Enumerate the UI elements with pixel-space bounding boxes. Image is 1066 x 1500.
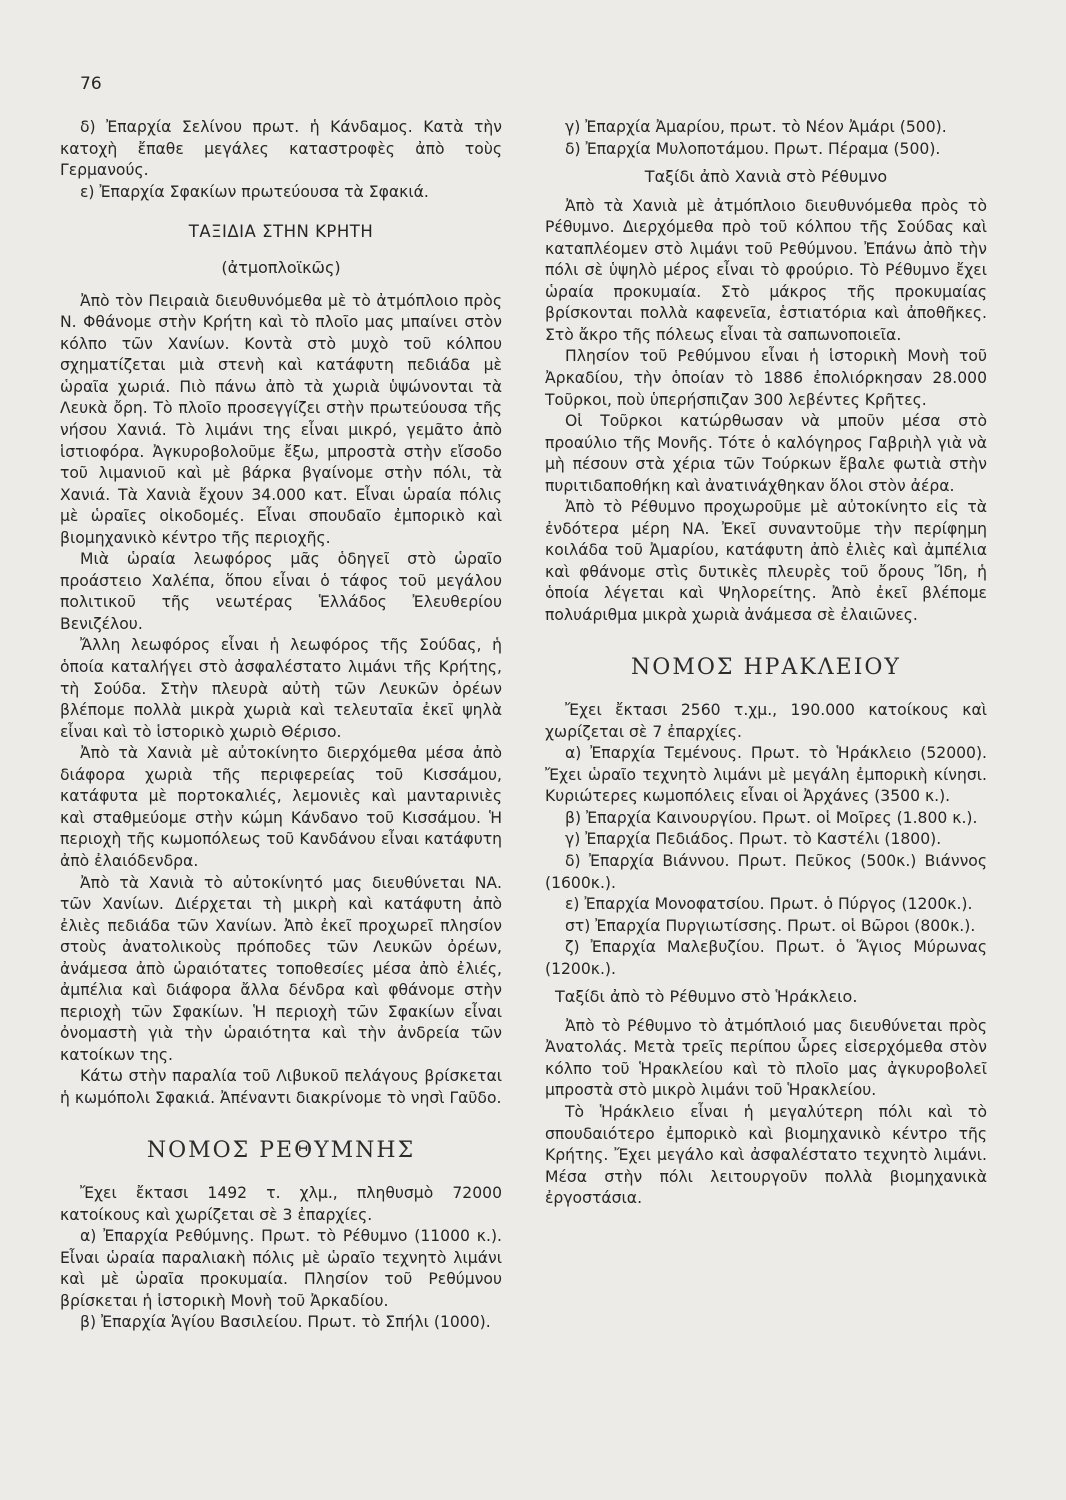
paragraph: δ) Ἐπαρχία Μυλοποτάμου. Πρωτ. Πέραμα (500). — [565, 139, 941, 158]
paragraph: Ἀπὸ τὸν Πειραιὰ διευθυνόμεθα μὲ τὸ ἀτμόπλοιο πρὸς Ν. Φθάνομε στὴν Κρήτη καὶ τὸ πλοῖο μας μπαίνει στὸν κόλπο τῶν Χανίων. Κοντὰ στὸ μυχὸ τοῦ κόλπου σχηματίζεται μιὰ στενὴ καὶ κατάφυτη πεδιάδα μὲ ὡραῖα χωριά. Πιὸ πάνω ἀπὸ τὰ χωριὰ ὑψώνονται τὰ Λευκὰ ὄρη. Τὸ πλοῖο προσεγγίζει στὴν πρωτεύουσα τῆς νήσου Χανιά. Τὸ λιμάνι της εἶναι μικρό, γεμᾶτο ἀπὸ ἱστιοφόρα. Ἀγκυροβολοῦμε ἔξω, μπροστὰ στὴν εἴσοδο τοῦ λιμανιοῦ καὶ μὲ βάρκα βγαίνομε στὴν πόλι, τὰ Χανιά. Τὰ Χανιὰ ἔχουν 34.000 κατ. Εἶναι ὡραία πόλις μὲ ὡραῖες οἰκοδομές. Εἶναι σπουδαῖο ἐμπορικὸ καὶ βιομηχανικὸ κέντρο τῆς περιοχῆς. — [60, 291, 502, 547]
paragraph: Τὸ Ἡράκλειο εἶναι ἡ μεγαλύτερη πόλι καὶ τὸ σπουδαιότερο ἐμπορικὸ καὶ βιομηχανικὸ κέντρο τῆς Κρήτης. Ἔχει μεγάλο καὶ ἀσφαλέστατο τεχνητὸ λιμάνι. Μέσα στὴν πόλι λειτουργοῦν πολλὰ βιομηχανικὰ ἐργοστάσια. — [545, 1102, 987, 1208]
paragraph: γ) Ἐπαρχία Ἀμαρίου, πρωτ. τὸ Νέον Ἀμάρι (500). — [565, 118, 947, 136]
paragraph: ζ) Ἐπαρχία Μαλεβυζίου. Πρωτ. ὁ Ἅγιος Μύρωνας (1200κ.). — [545, 938, 987, 978]
subheading: Ταξίδι ἀπὸ Χανιὰ στὸ Ρέθυμνο — [644, 167, 888, 187]
paragraph: Πλησίον τοῦ Ρεθύμνου εἶναι ἡ ἱστορικὴ Μονὴ τοῦ Ἀρκαδίου, τὴν ὁποίαν τὸ 1886 ἐπολιόρκησαν 28.000 Τοῦρκοι, ποὺ ὑπερήσπιζαν 300 λεβέντες Κρῆτες. — [545, 347, 987, 409]
paragraph: δ) Ἐπαρχία Σελίνου πρωτ. ἡ Κάνδαμος. Κατὰ τὴν κατοχὴ ἔπαθε μεγάλες καταστροφὲς ἀπὸ τοὺς Γερμανούς. — [60, 118, 502, 180]
paragraph: Ἀπὸ τὸ Ρέθυμνο προχωροῦμε μὲ αὐτοκίνητο εἰς τὰ ἐνδότερα μέρη ΝΑ. Ἐκεῖ συναντοῦμε τὴν περίφημη κοιλάδα τοῦ Ἀμαρίου, κατάφυτη ἀπὸ ἐλιὲς καὶ ἀμπέλια καὶ φθάνομε στὶς δυτικὲς πλευρὲς τοῦ ὄρους Ἴδη, ἡ ὁποία λέγεται καὶ Ψηλορείτης. Ἀπὸ ἐκεῖ βλέπομε πολυάριθμα μικρὰ χωριὰ ἀνάμεσα σὲ ἐλαιῶνες. — [545, 498, 987, 625]
paragraph: ε) Ἐπαρχία Σφακίων πρωτεύουσα τὰ Σφακιά. — [80, 182, 429, 201]
paragraph: Ἀπὸ τὰ Χανιὰ μὲ αὐτοκίνητο διερχόμεθα μέσα ἀπὸ διάφορα χωριὰ τῆς περιφερείας τοῦ Κισσάμου, κατάφυτα μὲ πορτοκαλιές, λεμονιὲς καὶ μανταρινιὲς καὶ σταθμεύομε στὴν κώμη Κάνδανο τοῦ Κισσάμου. Ἡ περιοχὴ τῆς κωμοπόλεως τοῦ Κανδάνου εἶναι κατάφυτη ἀπὸ ἐλαιόδενδρα. — [60, 744, 502, 870]
page-number: 76 — [80, 74, 102, 94]
paragraph: Μιὰ ὡραία λεωφόρος μᾶς ὁδηγεῖ στὸ ὡραῖο προάστειο Χαλέπα, ὅπου εἶναι ὁ τάφος τοῦ μεγάλου πολιτικοῦ τῆς νεωτέρας Ἑλλάδος Ἐλευθερίου Βενιζέλου. — [60, 550, 502, 633]
paragraph: Ἀπὸ τὰ Χανιὰ τὸ αὐτοκίνητό μας διευθύνεται ΝΑ. τῶν Χανίων. Διέρχεται τὴ μικρὴ καὶ κατάφυτη ἀπὸ ἐλιὲς πεδιάδα τῶν Χανίων. Ἀπὸ ἐκεῖ προχωρεῖ πλησίον στοὺς ἀνατολικοὺς πρόποδες τῶν Λευκῶν ὀρέων, ἀνάμεσα ἀπὸ ὡραιότατες τοποθεσίες μέσα ἀπὸ ἐλιές, ἀμπέλια καὶ διάφορα ἄλλα δένδρα καὶ φθάνομε στὴν περιοχὴ τῶν Σφακίων. Ἡ περιοχὴ τῶν Σφακίων εἶναι ὀνομαστὴ γιὰ τὴν ὡραιότητα καὶ τὴν ἀνδρεία τῶν κατοίκων της. — [60, 873, 502, 1064]
section-title-heraklion: ΝΟΜΟΣ ΗΡΑΚΛΕΙΟΥ — [631, 654, 901, 680]
paragraph: γ) Ἐπαρχία Πεδιάδος. Πρωτ. τὸ Καστέλι (1800). — [565, 830, 942, 849]
paragraph: Κάτω στὴν παραλία τοῦ Λιβυκοῦ πελάγους βρίσκεται ἡ κωμόπολι Σφακιά. Ἀπέναντι διακρίνομε τὸ νησὶ Γαῦδο. — [60, 1067, 502, 1107]
paragraph: Ἀπὸ τὸ Ρέθυμνο τὸ ἀτμόπλοιό μας διευθύνεται πρὸς Ἀνατολάς. Μετὰ τρεῖς περίπου ὧρες εἰσερχόμεθα στὸν κόλπο τοῦ Ἡρακλείου καὶ τὸ πλοῖο μας ἀγκυροβολεῖ μπροστὰ στὸ μικρὸ λιμάνι τοῦ Ἡρακλείου. — [545, 1016, 987, 1100]
paragraph: α) Ἐπαρχία Τεμένους. Πρωτ. τὸ Ἡράκλειο (52000). Ἔχει ὡραῖο τεχνητὸ λιμάνι μὲ μεγάλη ἐμπορικὴ κίνησι. Κυριώτερες κωμοπόλεις εἶναι οἱ Ἀρχάνες (3500 κ.). — [545, 744, 987, 806]
paragraph: Ἔχει ἔκτασι 2560 τ.χμ., 190.000 κατοίκους καὶ χωρίζεται σὲ 7 ἐπαρχίες. — [545, 701, 987, 741]
paragraph: Ἄλλη λεωφόρος εἶναι ἡ λεωφόρος τῆς Σούδας, ἡ ὁποία καταλήγει στὸ ἀσφαλέστατο λιμάνι τῆς Κρήτης, τὴ Σούδα. Στὴν πλευρὰ αὐτὴ τῶν Λευκῶν ὀρέων βλέπομε πολλὰ μικρὰ χωριὰ καὶ τελευταῖα ἐκεῖ ψηλὰ εἶναι καὶ τὸ ἱστορικὸ χωριὸ Θέρισο. — [60, 636, 502, 741]
left-column — [60, 117, 502, 1334]
paragraph: Οἱ Τοῦρκοι κατώρθωσαν νὰ μποῦν μέσα στὸ προαύλιο τῆς Μονῆς. Τότε ὁ καλόγηρος Γαβριὴλ γιὰ νὰ μὴ πέσουν στὰ χέρια τῶν Τούρκων ἔβαλε φωτιὰ στὴν πυριτιδαποθήκη καὶ ἀνατινάχθηκαν ὅλοι στὸν ἀέρα. — [545, 412, 987, 495]
right-column — [545, 117, 987, 1210]
travel-subheading: (ἀτμοπλοϊκῶς) — [221, 258, 341, 278]
paragraph: β) Ἐπαρχία Ἁγίου Βασιλείου. Πρωτ. τὸ Σπήλι (1000). — [80, 1313, 491, 1332]
subheading: Ταξίδι ἀπὸ τὸ Ρέθυμνο στὸ Ἡράκλειο. — [555, 987, 858, 1007]
paragraph: α) Ἐπαρχία Ρεθύμνης. Πρωτ. τὸ Ρέθυμνο (11000 κ.). Εἶναι ὡραία παραλιακὴ πόλις μὲ ὡραῖο τεχνητὸ λιμάνι καὶ μὲ ὡραῖα προκυμαία. Πλησίον τοῦ Ρεθύμνου βρίσκεται ἡ ἱστορικὴ Μονὴ τοῦ Ἀρκαδίου. — [60, 1227, 502, 1310]
section-title-rethymno: ΝΟΜΟΣ ΡΕΘΥΜΝΗΣ — [146, 1137, 416, 1163]
paragraph: ε) Ἐπαρχία Μονοφατσίου. Πρωτ. ὁ Πύργος (1200κ.). — [565, 895, 973, 914]
paragraph: στ) Ἐπαρχία Πυργιωτίσσης. Πρωτ. οἱ Βῶροι (800κ.). — [565, 916, 976, 935]
paragraph: Ἔχει ἔκτασι 1492 τ. χλμ., πληθυσμὸ 72000 κατοίκους καὶ χωρίζεται σὲ 3 ἐπαρχίες. — [60, 1184, 502, 1224]
paragraph: Ἀπὸ τὰ Χανιὰ μὲ ἀτμόπλοιο διευθυνόμεθα πρὸς τὸ Ρέθυμνο. Διερχόμεθα πρὸ τοῦ κόλπου τῆς Σούδας καὶ καταπλέομεν στὸ λιμάνι τοῦ Ρεθύμνου. Ἐπάνω ἀπὸ τὴν πόλι σὲ ὑψηλὸ μέρος εἶναι τὸ φρούριο. Τὸ Ρέθυμνο ἔχει ὡραία προκυμαία. Στὸ μάκρος τῆς προκυμαίας βρίσκονται πολλὰ καφενεῖα, ἑστιατόρια καὶ ἀποθῆκες. Στὸ ἄκρο τῆς πόλεως εἶναι τὰ σαπωνοποιεῖα. — [545, 196, 987, 344]
travel-heading: ΤΑΞΙΔΙΑ ΣΤΗΝ ΚΡΗΤΗ — [188, 222, 374, 242]
paragraph: δ) Ἐπαρχία Βιάννου. Πρωτ. Πεῦκος (500κ.) Βιάννος (1600κ.). — [545, 851, 987, 892]
paragraph: β) Ἐπαρχία Καινουργίου. Πρωτ. οἱ Μοῖρες (1.800 κ.). — [565, 808, 978, 827]
